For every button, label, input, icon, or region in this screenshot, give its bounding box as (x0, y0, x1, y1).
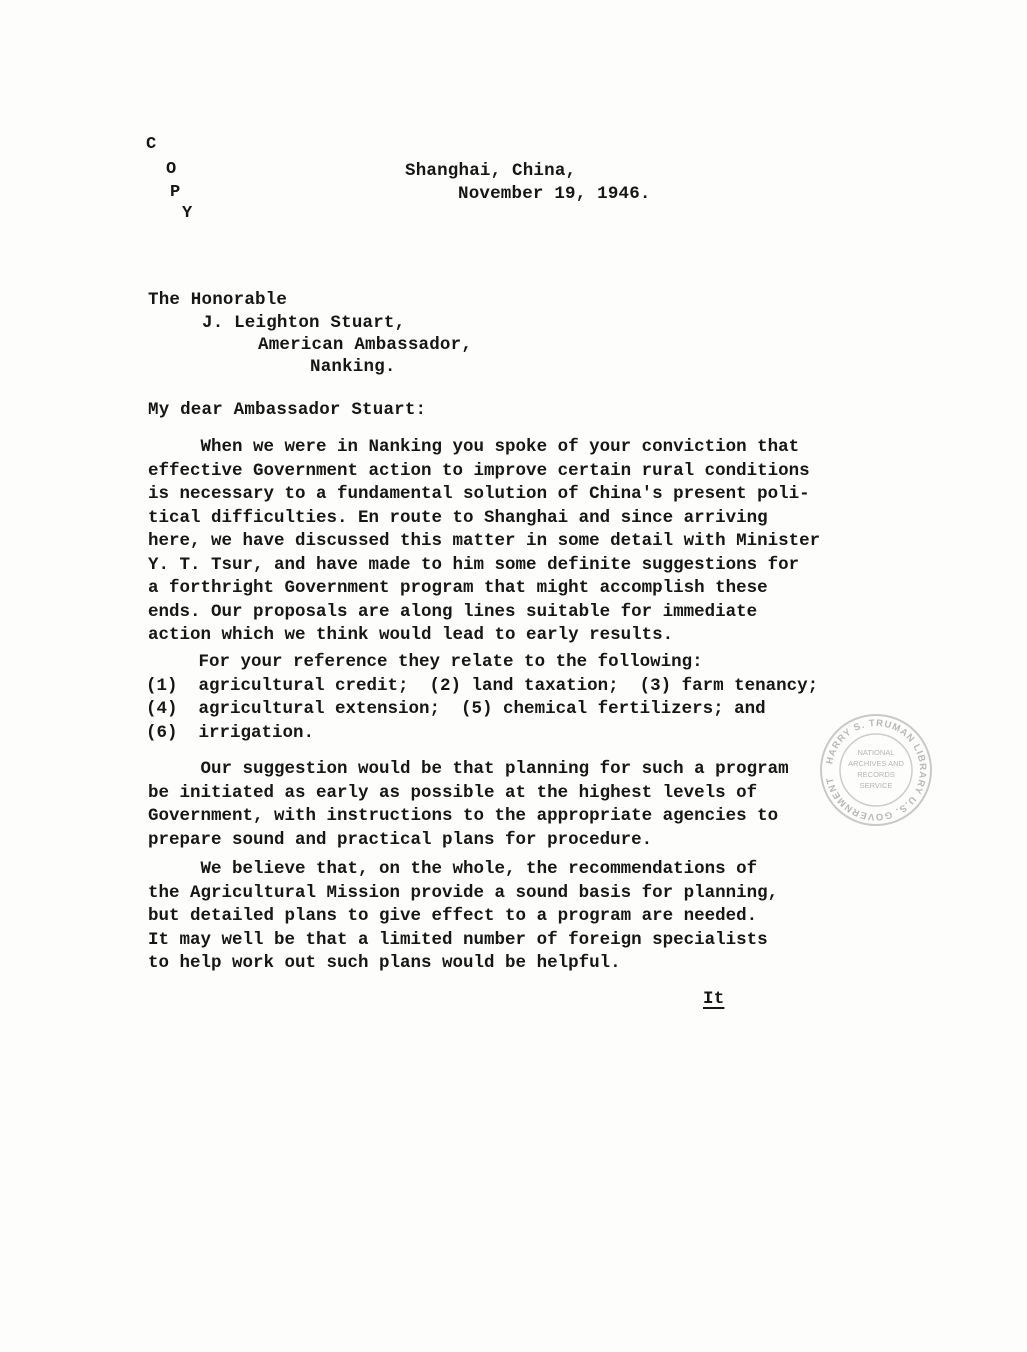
address-line-4: Nanking. (310, 357, 396, 377)
address-line-1: The Honorable (148, 290, 288, 310)
stamp-ring-text: HARRY S. TRUMAN LIBRARY U.S. GOVERNMENT (824, 717, 929, 823)
paragraph-line: It may well be that a limited number of foreign specialists (148, 929, 768, 950)
list-line: (6) irrigation. (146, 722, 315, 743)
paragraph-line: ends. Our proposals are along lines suitable for immediate (148, 601, 758, 622)
archive-stamp (818, 712, 934, 828)
paragraph-line: action which we think would lead to early results. (148, 625, 674, 645)
archive-stamp-icon (818, 712, 934, 828)
address-line-2: J. Leighton Stuart, (202, 313, 406, 333)
paragraph-line: the Agricultural Mission provide a sound basis for planning, (148, 882, 779, 903)
paragraph-line: here, we have discussed this matter in some detail with Minister (148, 531, 821, 551)
paragraph-line: prepare sound and practical plans for procedure. (148, 829, 653, 850)
paragraph-line: to help work out such plans would be helpful. (148, 953, 621, 973)
paragraph-line: We believe that, on the whole, the recommendations of (148, 859, 758, 879)
stamp-center-line-2: ARCHIVES AND (848, 759, 904, 768)
paragraph-line: a forthright Government program that might accomplish these (148, 578, 768, 598)
list-line: (4) agricultural extension; (5) chemical fertilizers; and (146, 699, 766, 719)
paragraph-line: be initiated as early as possible at the highest levels of (148, 782, 758, 803)
salutation: My dear Ambassador Stuart: (148, 400, 427, 420)
copy-mark-letter-c: C (146, 135, 157, 154)
stamp-center-line-4: SERVICE (859, 781, 893, 790)
list-line: (1) agricultural credit; (2) land taxation; (3) farm tenancy; (146, 675, 819, 696)
copy-mark-letter-p: P (170, 183, 181, 202)
paragraph-line: Government, with instructions to the appropriate agencies to (148, 806, 779, 826)
paragraph-3 (148, 758, 848, 852)
catchword: It (703, 989, 725, 1009)
stamp-center-line-1: NATIONAL (857, 748, 895, 757)
copy-mark-letter-o: O (166, 160, 177, 179)
paragraph-4 (148, 858, 848, 976)
paragraph-line: Y. T. Tsur, and have made to him some definite suggestions for (148, 554, 800, 575)
paragraph-line: For your reference they relate to the following: (146, 652, 703, 672)
place-line: Shanghai, China, (405, 161, 577, 181)
address-line-3: American Ambassador, (258, 335, 473, 355)
paragraph-line: When we were in Nanking you spoke of your conviction that (148, 437, 800, 457)
paragraph-line: is necessary to a fundamental solution of China's present poli- (148, 484, 810, 504)
paragraph-line: effective Government action to improve certain rural conditions (148, 460, 810, 481)
paragraph-line: Our suggestion would be that planning for such a program (148, 759, 789, 779)
paragraph-2 (146, 651, 846, 745)
paragraph-line: but detailed plans to give effect to a program are needed. (148, 906, 758, 926)
paragraph-line: tical difficulties. En route to Shanghai and since arriving (148, 507, 768, 528)
stamp-center-line-3: RECORDS (857, 770, 895, 779)
paragraph-1 (148, 436, 848, 648)
copy-mark-letter-y: Y (182, 204, 193, 223)
date-line: November 19, 1946. (458, 184, 651, 204)
